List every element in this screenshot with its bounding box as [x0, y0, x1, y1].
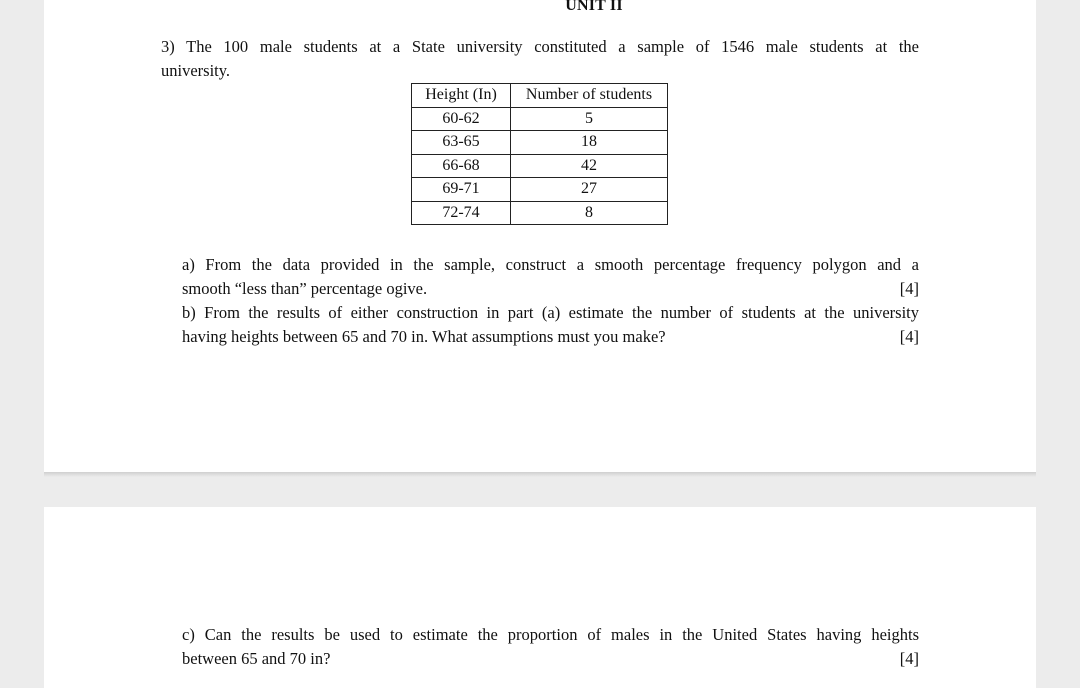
part-c-line-2-text: between 65 and 70 in?	[182, 649, 331, 668]
count-cell: 5	[511, 107, 668, 131]
part-b-line-2	[182, 325, 919, 349]
table-row	[412, 201, 668, 225]
count-cell: 8	[511, 201, 668, 225]
height-cell: 66-68	[412, 154, 511, 178]
height-cell: 72-74	[412, 201, 511, 225]
part-c-text	[182, 623, 919, 671]
table-row	[412, 107, 668, 131]
count-cell: 42	[511, 154, 668, 178]
table-header-row	[412, 84, 668, 108]
part-a-line-1: a) From the data provided in the sample, construct a smooth percentage frequency polygon and a	[182, 255, 919, 274]
height-frequency-table	[411, 83, 668, 225]
part-c-marks: [4]	[899, 649, 919, 668]
table-row	[412, 154, 668, 178]
part-c-line-1: c) Can the results be used to estimate the proportion of males in the United States having heights	[182, 625, 919, 644]
part-b-line-2-text: having heights between 65 and 70 in. What assumptions must you make?	[182, 327, 666, 346]
part-a-line-2-text: smooth “less than” percentage ogive.	[182, 279, 428, 298]
height-cell: 63-65	[412, 131, 511, 155]
page-gap-shadow	[44, 472, 1036, 477]
question-3-line-2: university.	[161, 61, 231, 80]
table-row	[412, 131, 668, 155]
page-title: UNIT II	[565, 0, 623, 14]
part-a-marks: [4]	[899, 279, 919, 298]
part-a-b-text	[182, 253, 919, 349]
question-3-text	[161, 35, 919, 83]
part-b-line-1: b) From the results of either construction in part (a) estimate the number of students at the university	[182, 303, 919, 322]
document-page-2	[44, 507, 1036, 688]
part-b-marks: [4]	[899, 327, 919, 346]
part-a-line-2	[182, 277, 919, 301]
count-cell: 27	[511, 178, 668, 202]
table-row	[412, 178, 668, 202]
part-c-line-2	[182, 647, 919, 671]
height-cell: 60-62	[412, 107, 511, 131]
question-3-line-1: 3) The 100 male students at a State university constituted a sample of 1546 male students at the	[161, 37, 919, 56]
table-header-count: Number of students	[511, 84, 668, 108]
count-cell: 18	[511, 131, 668, 155]
table-header-height: Height (In)	[412, 84, 511, 108]
height-cell: 69-71	[412, 178, 511, 202]
document-page-1	[44, 0, 1036, 472]
